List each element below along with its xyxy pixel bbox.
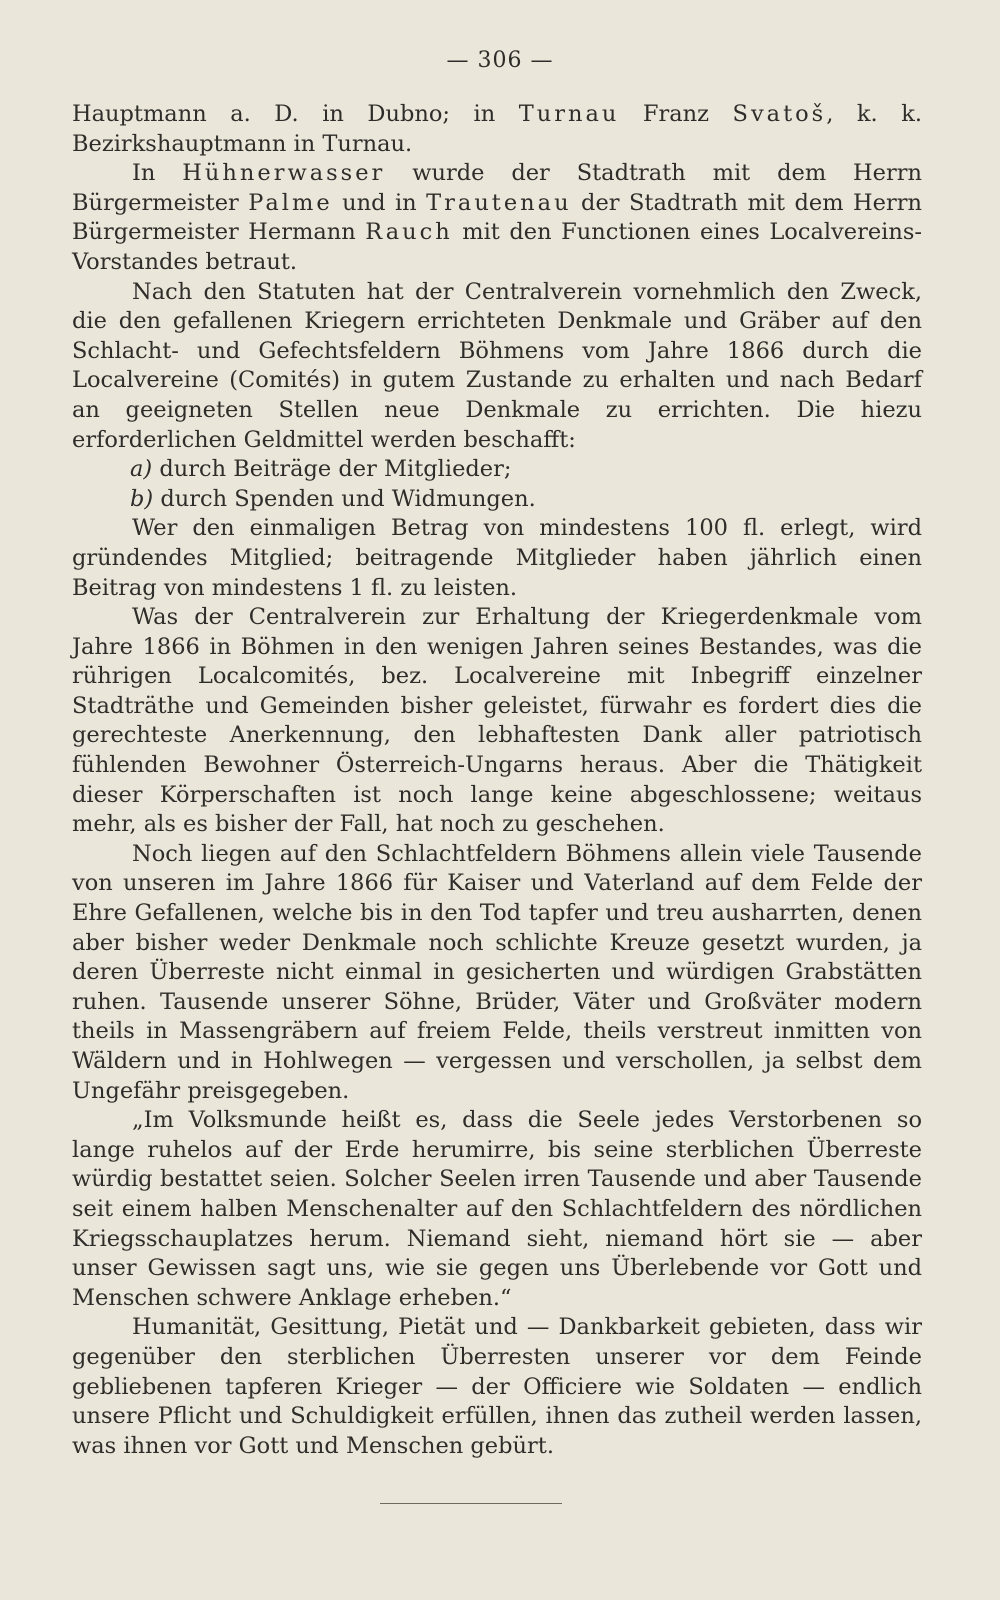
place-name-turnau: Turnau (518, 101, 620, 127)
p1-text-a: Hauptmann a. D. in Dubno; in (72, 101, 519, 127)
list-text-b: durch Spenden und Widmungen. (153, 485, 536, 512)
p1-text-c: Franz (619, 101, 733, 127)
list-item-b (72, 485, 922, 515)
person-name-svatos: Svatoš (732, 101, 827, 127)
paragraph-2 (72, 159, 922, 277)
person-name-rauch: Rauch (365, 219, 453, 246)
paragraph-1 (72, 100, 922, 159)
place-name-huehnerwasser: Hühnerwasser (182, 160, 386, 187)
p2-text-b: wurde der Stadtrath mit dem Herrn Bürgermeister (72, 160, 922, 216)
paragraph-6: Noch liegen auf den Schlachtfeldern Böhmens allein viele Tausende von unseren im Jahre 1866 für Kaiser und Vaterland auf dem Felde der Ehre Gefallenen, welche bis in den Tod tapfer und treu ausharrten, denen aber bisher weder Denkmale noch schlichte Kreuze gesetzt wurden, ja deren Überreste nicht einmal in gesicherten und würdigen Grabstätten ruhen. Tausende unserer Söhne, Brüder, Väter und Großväter modern theils in Massengräbern auf freiem Felde, theils verstreut inmitten von Wäldern und in Hohlwegen — vergessen und verschollen, ja selbst dem Ungefähr preisgegeben. (72, 840, 922, 1104)
end-rule-divider (380, 1503, 562, 1504)
paragraph-5: Was der Centralverein zur Erhaltung der Kriegerdenkmale vom Jahre 1866 in Böhmen in den wenigen Jahren seines Bestandes, was die rührigen Localcomités, bez. Localvereine mit Inbegriff einzelner Stadträthe und Gemeinden bisher geleistet, fürwahr es fordert dies die gerechteste Anerkennung, den lebhaftesten Dank aller patriotisch fühlenden Bewohner Österreich-Ungarns heraus. Aber die Thätigkeit dieser Körperschaften ist noch lange keine abgeschlossene; weitaus mehr, als es bisher der Fall, hat noch zu geschehen. (72, 604, 922, 838)
p2-text-d: und in (332, 189, 427, 216)
list-item-a (72, 455, 922, 485)
list-marker-b: b) (130, 485, 154, 512)
person-name-palme: Palme (248, 189, 333, 216)
p1-text-e: , k. k. Bezirkshauptmann in Turnau. (72, 101, 923, 157)
p2-text-f: der Stadtrath mit dem Herrn Bürgermeister Hermann (72, 189, 922, 246)
paragraph-3: Nach den Statuten hat der Centralverein vornehmlich den Zweck, die den gefallenen Kriegern errichteten Denkmale und Gräber auf den Schlacht- und Gefechtsfeldern Böhmens vom Jahre 1866 durch die Localvereine (Comités) in gutem Zustande zu erhalten und nach Bedarf an geeigneten Stellen neue Denkmale zu errichten. Die hiezu erforderlichen Geldmittel werden beschafft: (72, 278, 922, 453)
page-number: — 306 — (446, 48, 554, 73)
list-text-a: durch Beiträge der Mitglieder; (152, 456, 512, 483)
p2-text-h: mit den Functionen eines Localvereins-Vorstandes betraut. (72, 219, 922, 275)
paragraph-4: Wer den einmaligen Betrag von mindestens 100 fl. erlegt, wird gründendes Mitglied; beitragende Mitglieder haben jährlich einen Beitrag von mindestens 1 fl. zu leisten. (72, 515, 922, 601)
paragraph-7: „Im Volksmunde heißt es, dass die Seele jedes Verstorbenen so lange ruhelos auf der Erde herumirre, bis seine sterblichen Überreste würdig bestattet seien. Solcher Seelen irren Tausende und aber Tausende seit einem halben Menschenalter auf den Schlachtfeldern des nördlichen Kriegsschauplatzes herum. Niemand sieht, niemand hört sie — aber unser Gewissen sagt uns, wie sie gegen uns Überlebende vor Gott und Menschen schwere Anklage erheben.“ (72, 1107, 922, 1311)
p2-lead: In (132, 160, 183, 187)
paragraph-8: Humanität, Gesittung, Pietät und — Dankbarkeit gebieten, dass wir gegenüber den sterblichen Überresten unserer vor dem Feinde gebliebenen tapferen Krieger — der Officiere wie Soldaten — endlich unsere Pflicht und Schuldigkeit erfüllen, ihnen das zutheil werden lassen, was ihnen vor Gott und Menschen gebürt. (72, 1314, 922, 1459)
body-text (72, 100, 922, 1461)
place-name-trautenau: Trautenau (426, 189, 572, 216)
list-marker-a: a) (130, 456, 153, 483)
